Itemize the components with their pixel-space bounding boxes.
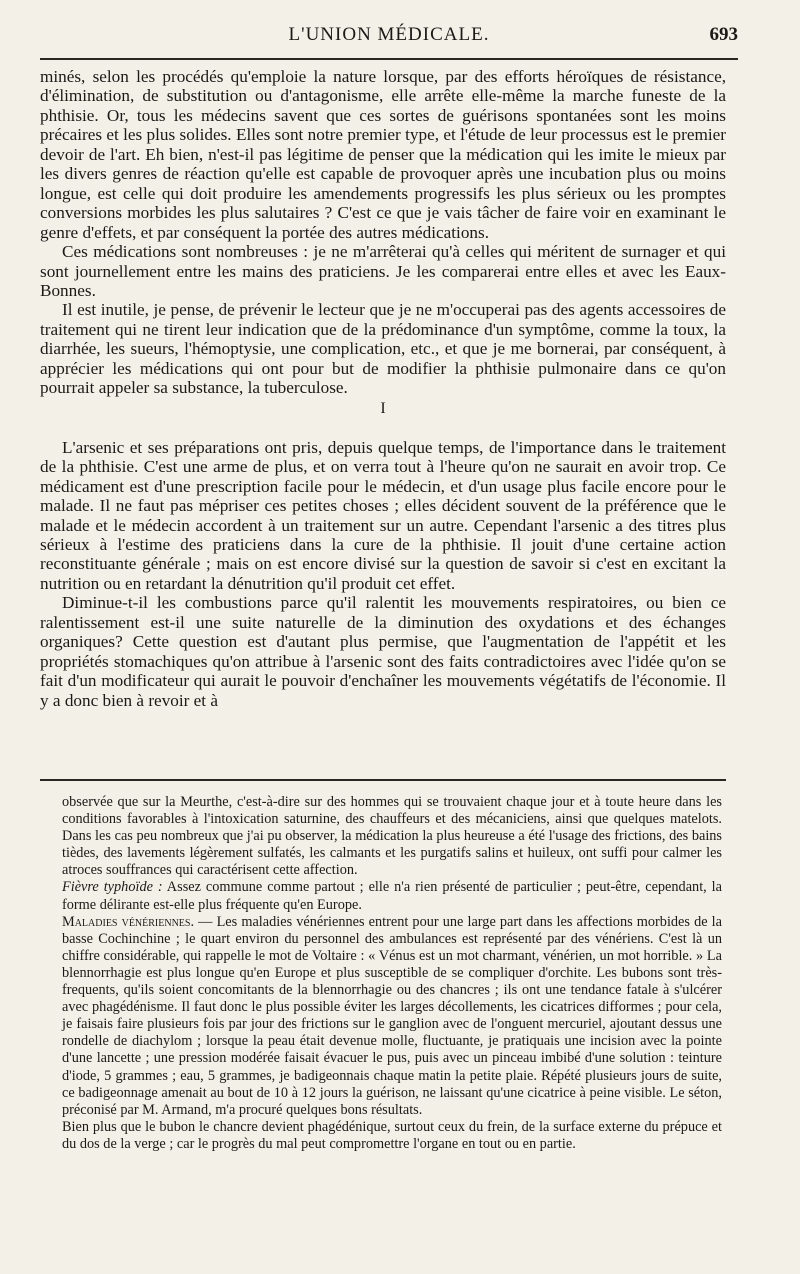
footnote-rule — [40, 779, 726, 781]
paragraph: minés, selon les procédés qu'emploie la nature lorsque, par des efforts héroïques de résistance, d'élimination, de substitution ou d'antagonisme, elle arrête elle-même la marche funeste de la phthisie. Or, tous les médecins savent que ces sortes de guérisons spontanées sont les moins précaires et les plus solides. Elles sont notre premier type, et l'étude de leur processus est le premier devoir de l'art. Eh bien, n'est-il pas légitime de penser que la médication qui les imite le mieux par les divers genres de réaction qu'elle est capable de provoquer après une incubation plus ou moins longue, est celle qui doit produire les amendements progressifs les plus sérieux ou les promptes conversions morbides les plus salutaires ? C'est ce que je vais tâcher de faire voir en examinant le genre d'effets, et par conséquent la portée des autres médications. — [40, 67, 726, 242]
page-header — [40, 24, 738, 48]
section-mark: I — [380, 399, 386, 417]
footnote-paragraph — [62, 879, 722, 913]
main-text — [40, 67, 726, 710]
header-rule — [40, 58, 738, 60]
footnote-heading: Fièvre typhoïde : — [62, 879, 163, 896]
footnote-heading: Maladies vénériennes. — [62, 913, 195, 930]
footnote-paragraph — [62, 914, 722, 1119]
paragraph: Diminue-t-il les combustions parce qu'il ralentit les mouvements respiratoires, ou bien ce ralentissement est-il une suite naturelle de la diminution des oxydations et des échanges organiques? Cette question est d'autant plus permise, que l'augmentation de l'appétit et les propriétés stomachiques qu'on attribue à l'arsenic sont des faits contradictoires avec l'idée qu'on se fait d'un modificateur qui aurait le pouvoir d'enchaîner les mouvements végétatifs de l'économie. Il y a donc bien à revoir et à — [40, 593, 726, 710]
paragraph: L'arsenic et ses préparations ont pris, depuis quelque temps, de l'importance dans le traitement de la phthisie. C'est une arme de plus, et on verra tout à l'heure qu'on ne saurait en avoir trop. Ce médicament est d'une prescription facile pour le médecin, et d'un usage plus facile encore pour le malade. Il ne faut pas mépriser ces petites choses ; elles décident souvent de la préférence que le malade et le médecin accordent à un traitement sur un autre. Cependant l'arsenic a des titres plus sérieux à l'estime des praticiens dans la cure de la phthisie. Il jouit d'une certaine action reconstituante générale ; mais on est encore divisé sur la question de savoir si c'est en excitant la nutrition ou en retardant la dénutrition qu'il produit cet effet. — [40, 437, 726, 593]
running-title: L'UNION MÉDICALE. — [288, 24, 490, 45]
footnote-paragraph: observée que sur la Meurthe, c'est-à-dire sur des hommes qui se trouvaient chaque jour et à toute heure dans les conditions favorables à l'intoxication saturnine, des chauffeurs et des mécaniciens, ainsi que quelques matelots. Dans les cas peu nombreux que j'ai pu observer, la médication la plus heureuse a été l'usage des frictions, des bains tièdes, des lavements légèrement sulfatés, les calmants et les purgatifs salins et huileux, ont suffi pour calmer les atroces souffrances qui caractérisent cette affection. — [62, 794, 722, 879]
section-spacer — [40, 420, 726, 438]
paragraph: Il est inutile, je pense, de prévenir le lecteur que je ne m'occuperai pas des agents accessoires de traitement qui ne tirent leur indication que de la prédominance d'un symptôme, comme la toux, la diarrhée, les sueurs, l'hémoptysie, une complication, etc., et que je me bornerai, par conséquent, à apprécier les médications qui ont pour but de modifier la phthisie pulmonaire dans ce qu'on pourrait appeler sa substance, la tuberculose. — [40, 300, 726, 398]
footnote-text: Assez commune comme partout ; elle n'a rien présenté de particulier ; peut-être, cependant, la forme délirante est-elle plus fréquente qu'en Europe. — [62, 879, 722, 913]
footnotes — [62, 794, 722, 1153]
page-number: 693 — [709, 24, 738, 45]
paragraph: Ces médications sont nombreuses : je ne m'arrêterai qu'à celles qui méritent de surnager et qui sont journellement entre les mains des praticiens. Je les comparerai entre elles et avec les Eaux-Bonnes. — [40, 242, 726, 300]
footnote-text: — Les maladies vénériennes entrent pour une large part dans les affections morbides de la basse Cochinchine ; le quart environ du personnel des ambulances est représenté par des vénériens. C'est là un chiffre considérable, qui rappelle le mot de Voltaire : « Vénus est un mot charmant, vénérien, un mot horrible. » La blennorrhagie est plus longue qu'en Europe et plus susceptible de se compliquer d'orchite. Les bubons sont très-frequents, qu'ils soient concomitants de la blennorrhagie ou des chancres ; ils ont une tendance fatale à s'ulcérer avec phagédénisme. Il faut donc le plus possible éviter les larges décollements, les cicatrices difformes ; pour cela, je faisais faire plusieurs fois par jour des frictions sur le ganglion avec de l'onguent mercuriel, ajoutant dessus une rondelle de diachylom ; lorsque la peau était devenue molle, fluctuante, je pratiquais une incision avec la pointe d'une lancette ; une pression modérée faisait évacuer le pus, puis avec un pinceau imbibé d'une solution : teinture d'iode, 5 grammes ; eau, 5 grammes, je badigeonnais chaque matin la petite plaie. Répété plusieurs jours de suite, ce badigeonnage amenait au bout de 10 à 12 jours la guérison, ne laissant qu'une cicatrice à peine visible. Le séton, préconisé par M. Armand, m'a procuré quelques bons résultats. — [62, 913, 722, 1118]
footnote-paragraph: Bien plus que le bubon le chancre devient phagédénique, surtout ceux du frein, de la surface externe du prépuce et du dos de la verge ; car le progrès du mal peut compromettre l'organe en tout ou en partie. — [62, 1118, 722, 1152]
